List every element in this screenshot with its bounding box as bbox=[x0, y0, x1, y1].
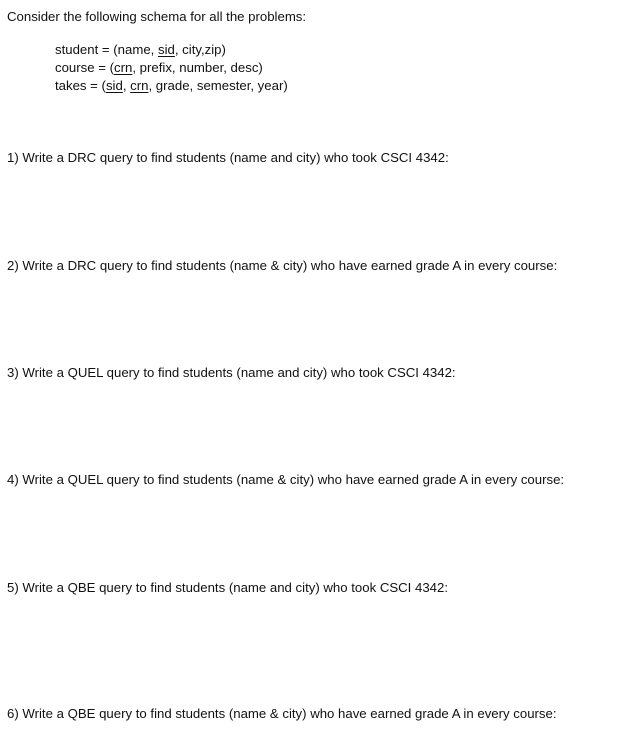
question-6: 6) Write a QBE query to find students (name & city) who have earned grade A in every course: bbox=[7, 706, 557, 721]
schema-takes-sep: , bbox=[122, 78, 131, 93]
schema-takes bbox=[55, 77, 288, 95]
schema-student bbox=[55, 41, 226, 59]
schema-student-suffix: , city,zip) bbox=[174, 42, 226, 57]
schema-takes-key-sid: sid bbox=[105, 78, 123, 93]
schema-course bbox=[55, 59, 263, 77]
schema-course-suffix: , prefix, number, desc) bbox=[132, 60, 263, 75]
intro-text: Consider the following schema for all the problems: bbox=[7, 9, 307, 24]
schema-course-prefix: course = ( bbox=[55, 60, 115, 75]
schema-takes-key-crn: crn bbox=[130, 78, 149, 93]
schema-student-key-sid: sid bbox=[158, 42, 175, 57]
question-4: 4) Write a QUEL query to find students (name & city) who have earned grade A in every course: bbox=[7, 472, 565, 487]
question-5: 5) Write a QBE query to find students (name and city) who took CSCI 4342: bbox=[7, 580, 449, 595]
question-3: 3) Write a QUEL query to find students (name and city) who took CSCI 4342: bbox=[7, 365, 456, 380]
question-1: 1) Write a DRC query to find students (name and city) who took CSCI 4342: bbox=[7, 150, 449, 165]
schema-takes-suffix: , grade, semester, year) bbox=[148, 78, 288, 93]
schema-student-prefix: student = (name, bbox=[55, 42, 158, 57]
schema-takes-prefix: takes = ( bbox=[55, 78, 106, 93]
schema-course-key-crn: crn bbox=[114, 60, 133, 75]
question-2: 2) Write a DRC query to find students (name & city) who have earned grade A in every course: bbox=[7, 258, 558, 273]
